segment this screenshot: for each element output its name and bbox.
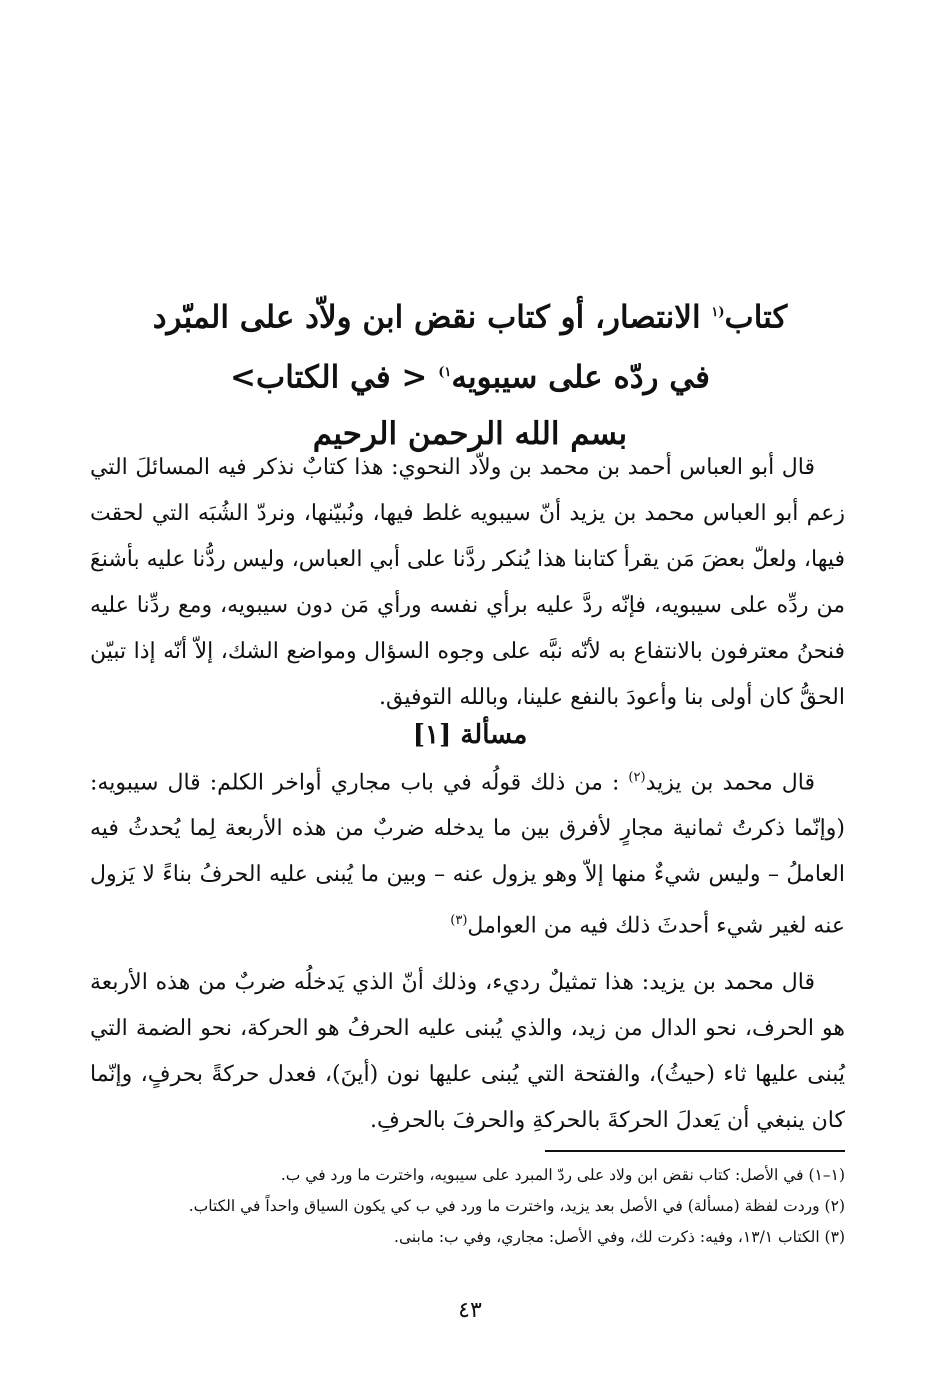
page-number: ٤٣: [458, 1298, 482, 1323]
footnote-ref: (١: [711, 305, 725, 320]
intro-paragraph: قال أبو العباس أحمد بن محمد بن ولاّد النحوي: هذا كتابٌ نذكر فيه المسائلَ التي زعم أبو العباس محمد بن يزيد أنّ سيبويه غلط فيها، ونُبيّنها، ونردّ الشُبَه التي لحقت فيها، ولعلّ بعضَ مَن يقرأ كتابنا هذا يُنكر ردَّنا على أبي العباس، وليس ردُّنا عليه بأشنعَ من ردِّه على سيبويه، فإنّه ردَّ عليه برأي نفسه ورأي مَن دون سيبويه، ومع ردِّنا عليه فنحنُ معترفون بالانتفاع به لأنّه نبَّه على وجوه السؤال ومواضع الشك، إلاّ أنّه إذا تبيّن الحقُّ كان أولى بنا وأعودَ بالنفع علينا، وبالله التوفيق.: [90, 455, 845, 710]
paragraph-2: قال محمد بن يزيد$^{(٢)}$ : من ذلك قولُه في باب مجاري أواخر الكلم: قال سيبويه: (وإنّما ذكرتُ ثمانية مجارٍ لأفرق بين ما يدخله ضربٌ من هذه الأربعة لِما يُحدثُ فيه العاملُ – وليس شيءٌ منها إلاّ وهو يزول عنه – وبين ما يُبنى عليه الحرفُ بناءً لا يَزول عنه لغير شيء أحدثَ ذلك فيه من العوامل$^{(٣)}$: [90, 770, 845, 939]
footnote-ref: (٣): [450, 913, 468, 929]
footnotes: [90, 1160, 845, 1253]
footnote-1: (١–١) في الأصل: كتاب نقض ابن ولاد على ردّ المبرد على سيبويه، واخترت ما ورد في ب.: [280, 1166, 845, 1184]
footnote-ref: (٢): [628, 770, 646, 785]
paragraph-3: قال محمد بن يزيد: هذا تمثيلٌ رديء، وذلك أنّ الذي يَدخلُه ضربٌ من هذه الأربعة هو الحرف، نحو الدال من زيد، والذي يُبنى عليه الحرفُ هو الحركة، نحو الضمة التي يُبنى عليها ثاء (حيثُ)، والفتحة التي يُبنى عليها نون (أينَ)، فعدل حركةً بحرفٍ، وإنّما كان ينبغي أن يَعدلَ الحركةَ بالحركةِ والحرفَ بالحرفِ.: [90, 970, 846, 1133]
footnote-3: (٣) الكتاب ١٣/١، وفيه: ذكرت لك، وفي الأصل: مجاري، وفي ب: مابنى.: [394, 1228, 845, 1246]
title-line-2: في ردّه على سيبويه$^{١)}$ < في الكتاب>: [230, 359, 710, 396]
footnote-2: (٢) وردت لفظة (مسألة) في الأصل بعد يزيد، واخترت ما ورد في ب كي يكون السياق واحداً في الكتاب.: [188, 1197, 845, 1215]
footnote-divider: [545, 1150, 845, 1152]
basmala: بسم الله الرحمن الرحيم: [312, 415, 628, 452]
footnote-ref: ١): [438, 365, 452, 381]
section-heading: مسألة [١]: [412, 720, 528, 750]
book-title: [80, 285, 860, 462]
title-line-1: كتاب$^{(١}$ الانتصار، أو كتاب نقض ابن ولاّد على المبّرد: [152, 299, 788, 336]
